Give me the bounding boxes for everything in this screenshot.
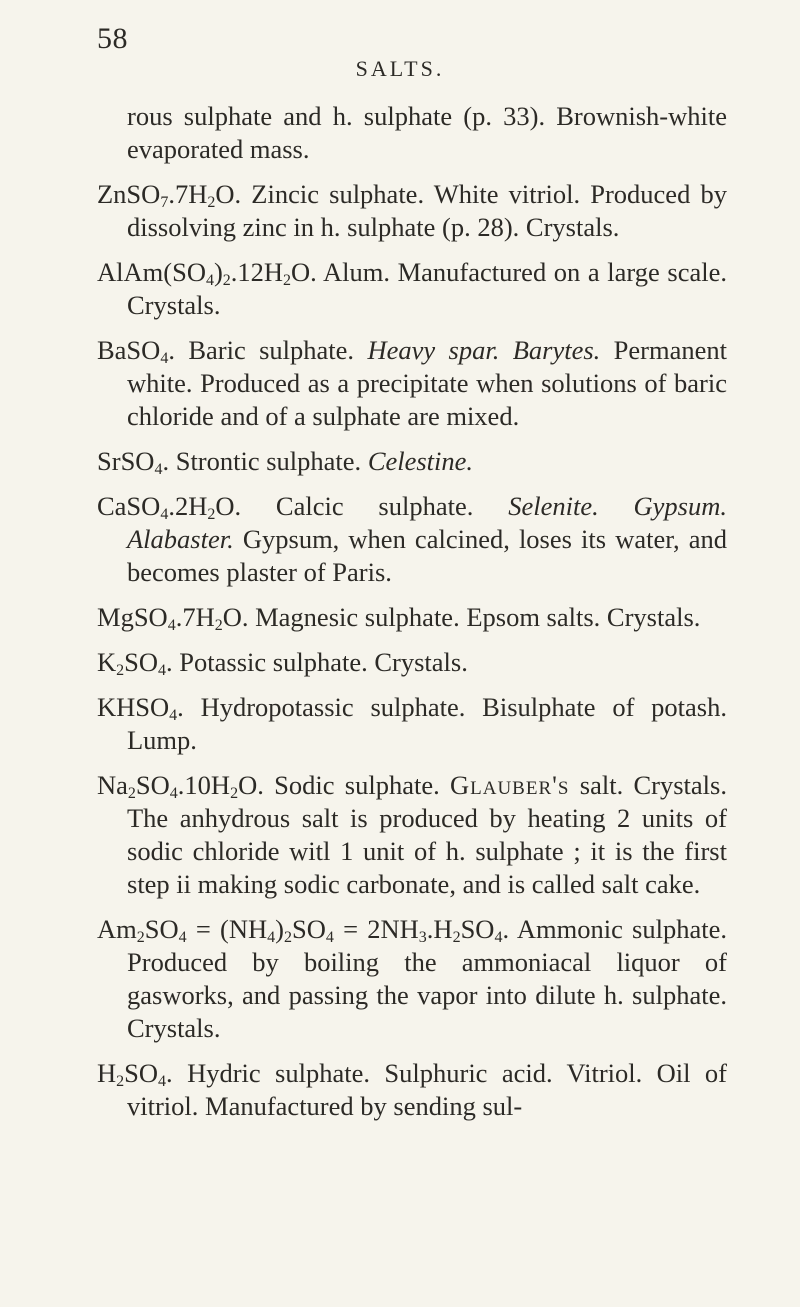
formula: $KHSO_4$. [97, 692, 184, 724]
entry-text: Magnesic sulphate. Epsom salts. Crystals. [248, 602, 701, 632]
entry-italic: Heavy spar. Barytes. [367, 335, 601, 365]
entry-hydropotassic-sulphate [97, 691, 727, 757]
formula: BaSO$_4$. [97, 335, 175, 367]
formula: $AlAm(SO_4)_2.12H_2O$. [97, 257, 317, 289]
formula: $H_2SO_4$. [97, 1058, 173, 1090]
entry-italic: Selenite. Gypsum. Alabaster. [127, 491, 727, 554]
entry-text: Potassic sulphate. Crystals. [172, 647, 468, 677]
entry-text: Permanent white. Produced as a precipitate when solutions of baric chloride and of a sulphate are mixed. [127, 335, 728, 431]
entry-small-caps: Glauber's [450, 770, 570, 800]
page-number: 58 [97, 22, 128, 55]
entry-text: Baric sulphate. [174, 335, 368, 365]
entry-text: Ammonic sulphate. Produced by boiling the ammoniacal liquor of gasworks, and passing the vapor into dilute h. sulphate. Crystals. [127, 914, 727, 1043]
entry-alum [97, 256, 727, 322]
entry-magnesic-sulphate [97, 601, 727, 634]
page-body [97, 100, 727, 1135]
formula: $CaSO_4.2H_2O$. [97, 491, 242, 523]
entry-text: Gypsum, when calcined, loses its water, and becomes plaster of Paris. [127, 524, 727, 587]
entry-text: Hydropotassic sulphate. Bisulphate of potash. Lump. [127, 692, 727, 755]
formula: $ZnSO_7.7H_2O$. [97, 179, 242, 211]
entry-text: rous sulphate and h. sulphate (p. 33). Brownish-white evaporated mass. [127, 101, 727, 164]
entry-text: Alum. Manufactured on a large scale. Crystals. [127, 257, 727, 320]
entry-sodic-sulphate [97, 769, 727, 901]
entry-text: Zincic sulphate. White vitriol. Produced by dissolving zinc in h. sulphate (p. 28). Crystals. [127, 179, 727, 242]
entry-italic: Celestine. [367, 446, 474, 476]
formula: $Na_2SO_4.10H_2O$. [97, 770, 264, 802]
entry-ammonic-sulphate [97, 913, 727, 1045]
running-head: SALTS. [355, 56, 445, 81]
entry-calcic-sulphate [97, 490, 727, 589]
entry-potassic-sulphate [97, 646, 727, 679]
formula: SrSO$_4$. [97, 446, 170, 478]
entry-hydric-sulphate [97, 1057, 727, 1123]
entry-strontic-sulphate [97, 445, 727, 478]
entry-text: Sodic sulphate. [263, 770, 450, 800]
formula: $MgSO_4.7H_2O$. [97, 602, 249, 634]
formula: $Am_2SO_4 = (NH_4)_2SO_4 = 2NH_3.H_2SO_4$. [97, 914, 510, 946]
entry-baric-sulphate [97, 334, 727, 433]
entry-text: Hydric sulphate. Sulphuric acid. Vitriol. Oil of vitriol. Manufactured by sending sul- [127, 1058, 727, 1121]
entry-zinc-sulphate [97, 178, 727, 244]
entry-text: Calcic sulphate. [241, 491, 509, 521]
entry-text: salt. Crystals. The anhydrous salt is produced by heating 2 units of sodic chloride witl 1 unit of h. sulphate ; it is the first step ii making sodic carbonate, and is called salt cake. [127, 770, 727, 899]
formula: $K_2SO_4$. [97, 647, 173, 679]
paragraph-continuation [97, 100, 727, 166]
entry-text: Strontic sulphate. [169, 446, 368, 476]
